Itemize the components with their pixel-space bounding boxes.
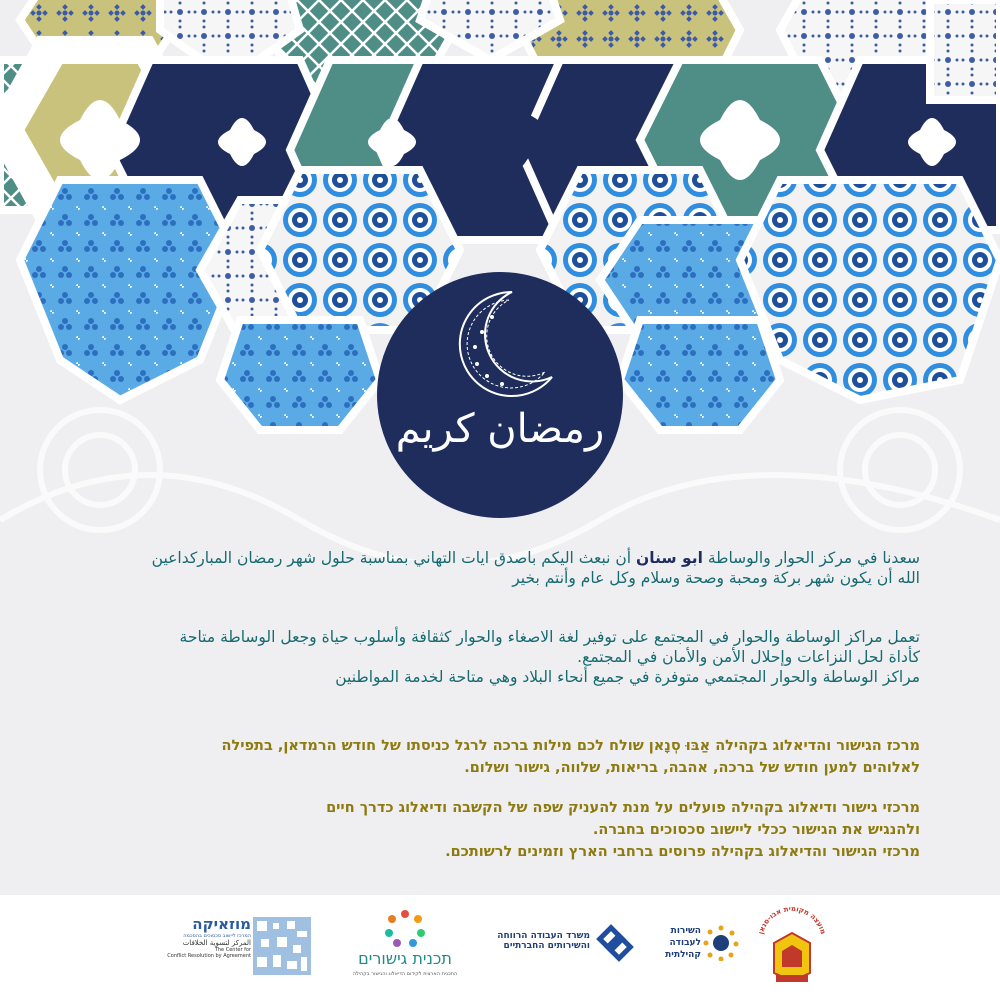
bridges-title: תכנית גישורים: [358, 949, 452, 968]
hebrew-p2-line1: מרכזי גישור ודיאלוג בקהילה פועלים על מנת להעניק שפה של הקשבה ודיאלוג כדרך חיים: [326, 800, 920, 816]
arabic-p1-name: ابو سنان: [636, 549, 703, 567]
service-line3: קהילתית: [665, 950, 701, 960]
bridges-subtitle: התכנית הארצית לקידום הדיאלוג והגישור בקהילה: [352, 971, 458, 977]
ministry-line1: משרד העבודה הרווחה: [497, 931, 590, 941]
dots-ring-icon: [703, 925, 739, 961]
hebrew-mission: [90, 797, 920, 863]
ministry-logo: [480, 907, 640, 987]
ramadan-kareem-badge: [377, 272, 623, 518]
hebrew-p2-line2: ולהנגיש את הגישור ככלי ליישוב סכסוכים בחברה.: [592, 822, 920, 838]
arabic-mission: [90, 627, 920, 687]
svg-text:מועצה מקומית אבו-סנאן: [757, 907, 827, 935]
arabic-p2-line3: مراكز الوساطة والحوار المجتمعي متوفرة في جميع أنحاء البلاد وهي متاحة لخدمة المواطنين: [335, 668, 920, 686]
arabic-p2-line1: تعمل مراكز الوساطة والحوار في المجتمع على توفير لغة الاصغاء والحوار كثقافة وأسلوب حياة وجعل الوساطة متاحة: [179, 628, 920, 646]
mosaica-title: מוזאיקה: [192, 915, 251, 933]
mosaica-logo: [165, 907, 315, 987]
service-line1: השירות: [670, 926, 701, 936]
arabic-greeting: [90, 548, 920, 588]
council-text: מועצה מקומית אבו-סנאן: [756, 907, 828, 936]
mosaica-sub3: The Center for: [214, 947, 251, 953]
hebrew-p1-line1: מרכז הגישור והדיאלוג בקהילה אַבּוּ סְנָאן שולח לכם מילות ברכה לרגל כניסתו של חודש הרמדאן, בתפילה: [221, 738, 920, 754]
mosaica-sub1: המרכז ליישוב סכסוכים בהסכמה: [183, 933, 251, 939]
mosaica-sub2: المركز لتسوية الخلافات: [182, 939, 251, 947]
hebrew-p2-line3: מרכזי הגישור והדיאלוג בקהילה פרוסים ברחבי הארץ וזמינים לרשותכם.: [445, 844, 920, 860]
badge-title: رمضان كريم: [395, 406, 605, 452]
hebrew-p1-line2: לאלוהים למען חודש של ברכה, אהבה, בריאות, שלווה, גישור ושלום.: [464, 760, 920, 776]
council-logo: [752, 907, 832, 987]
crescent-moon-icon: [377, 272, 623, 518]
people-circle-icon: [383, 909, 427, 949]
ministry-line2: והשירותים החברתיים: [503, 941, 590, 951]
mosaica-sub4: Conflict Resolution by Agreement: [167, 953, 251, 959]
bridges-program-logo: [335, 907, 475, 987]
arabic-p1-b: أن نبعث اليكم باصدق ايات التهاني بمناسبة حلول شهر رمضان المباركداعين: [151, 549, 637, 567]
community-service-logo: [645, 907, 745, 987]
arabic-p2-line2: كأداة لحل النزاعات وإحلال الأمن والأمان في المجتمع.: [577, 648, 920, 666]
hebrew-greeting: [90, 735, 920, 779]
partner-logos: [0, 895, 1000, 1000]
knot-icon: [595, 923, 635, 963]
qr-code-icon: [253, 917, 311, 975]
arabic-p1-line2: الله أن يكون شهر بركة ومحبة وصحة وسلام وكل عام وأنتم بخير: [512, 569, 920, 587]
arabic-p1-a: سعدنا في مركز الحوار والوساطة: [702, 549, 920, 567]
service-line2: לעבודה: [669, 938, 701, 948]
council-emblem-icon: [752, 907, 832, 991]
